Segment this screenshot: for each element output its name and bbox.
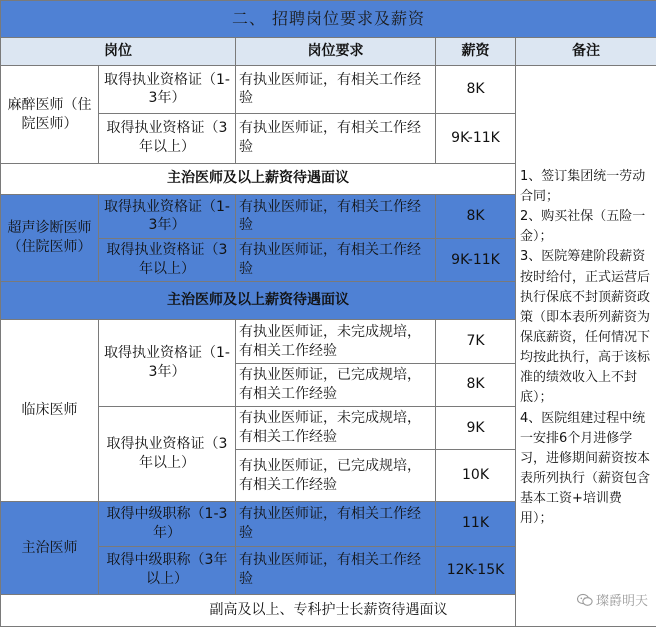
requirement-cell: 有执业医师证，有相关工作经验: [236, 239, 436, 282]
salary-cell: 12K-15K: [436, 546, 516, 594]
requirement-cell: 有执业医师证，有相关工作经验: [236, 113, 436, 163]
wechat-icon: [577, 593, 593, 607]
remarks-cell: [516, 66, 656, 627]
cert-cell: 取得执业资格证（3年以上）: [99, 239, 236, 282]
requirement-cell: 有执业医师证，已完成规培，有相关工作经验: [236, 363, 436, 406]
position-attending-doctor: 主治医师: [1, 502, 99, 594]
salary-cell: 9K: [436, 406, 516, 449]
footer-note: 副高及以上、专科护士长薪资待遇面议: [1, 594, 656, 626]
salary-cell: 11K: [436, 502, 516, 546]
remark-item: 2、购买社保（五险一金）；: [520, 209, 646, 245]
salary-cell: 8K: [436, 363, 516, 406]
cert-cell: 取得执业资格证（1-3年）: [99, 320, 236, 406]
header-remark: 备注: [516, 38, 656, 66]
cert-cell: 取得中级职称（3年以上）: [99, 546, 236, 594]
requirement-cell: 有执业医师证，有相关工作经验: [236, 546, 436, 594]
requirement-cell: 有执业医师证，有相关工作经验: [236, 194, 436, 238]
position-ultrasound-doctor: 超声诊断医师（住院医师）: [1, 194, 99, 281]
requirement-cell: 有执业医师证，未完成规培，有相关工作经验: [236, 320, 436, 363]
cert-cell: 取得中级职称（1-3年）: [99, 502, 236, 546]
cert-cell: 取得执业资格证（1-3年）: [99, 66, 236, 113]
header-requirement: 岗位要求: [236, 38, 436, 66]
salary-cell: 10K: [436, 450, 516, 502]
negotiable-note: 主治医师及以上薪资待遇面议: [1, 282, 516, 320]
table-title: 二、 招聘岗位要求及薪资: [1, 1, 656, 38]
salary-cell: 8K: [436, 194, 516, 238]
requirement-cell: 有执业医师证，已完成规培，有相关工作经验: [236, 450, 436, 502]
cert-cell: 取得执业资格证（1-3年）: [99, 194, 236, 238]
remark-item: 4、医院组建过程中统一安排6个月进修学习，进修期间薪资按本表所列执行（薪资包含基本工资+培训费用）；: [520, 410, 651, 527]
header-position: 岗位: [1, 38, 236, 66]
requirement-cell: 有执业医师证，有相关工作经验: [236, 66, 436, 113]
cert-cell: 取得执业资格证（3年以上）: [99, 113, 236, 163]
header-salary: 薪资: [436, 38, 516, 66]
position-anesthesiologist: 麻醉医师（住院医师）: [1, 66, 99, 163]
salary-cell: 7K: [436, 320, 516, 363]
cert-cell: 取得执业资格证（3年以上）: [99, 406, 236, 501]
requirement-cell: 有执业医师证，有相关工作经验: [236, 502, 436, 546]
remark-item: 1、签订集团统一劳动合同；: [520, 168, 646, 205]
watermark-text: 璨爵明天: [595, 594, 648, 609]
remark-item: 3、医院筹建阶段薪资按时给付，正式运营后执行保底不封顶薪资政策（即本表所列薪资为保底薪资，任何情况下均按此执行，高于该标准的绩效收入上不封底）；: [520, 249, 651, 406]
negotiable-note: 主治医师及以上薪资待遇面议: [1, 163, 516, 194]
salary-cell: 9K-11K: [436, 113, 516, 163]
watermark: [577, 590, 648, 609]
salary-cell: 8K: [436, 66, 516, 113]
salary-cell: 9K-11K: [436, 239, 516, 282]
requirement-cell: 有执业医师证，未完成规培，有相关工作经验: [236, 406, 436, 449]
position-clinical-doctor: 临床医师: [1, 320, 99, 502]
